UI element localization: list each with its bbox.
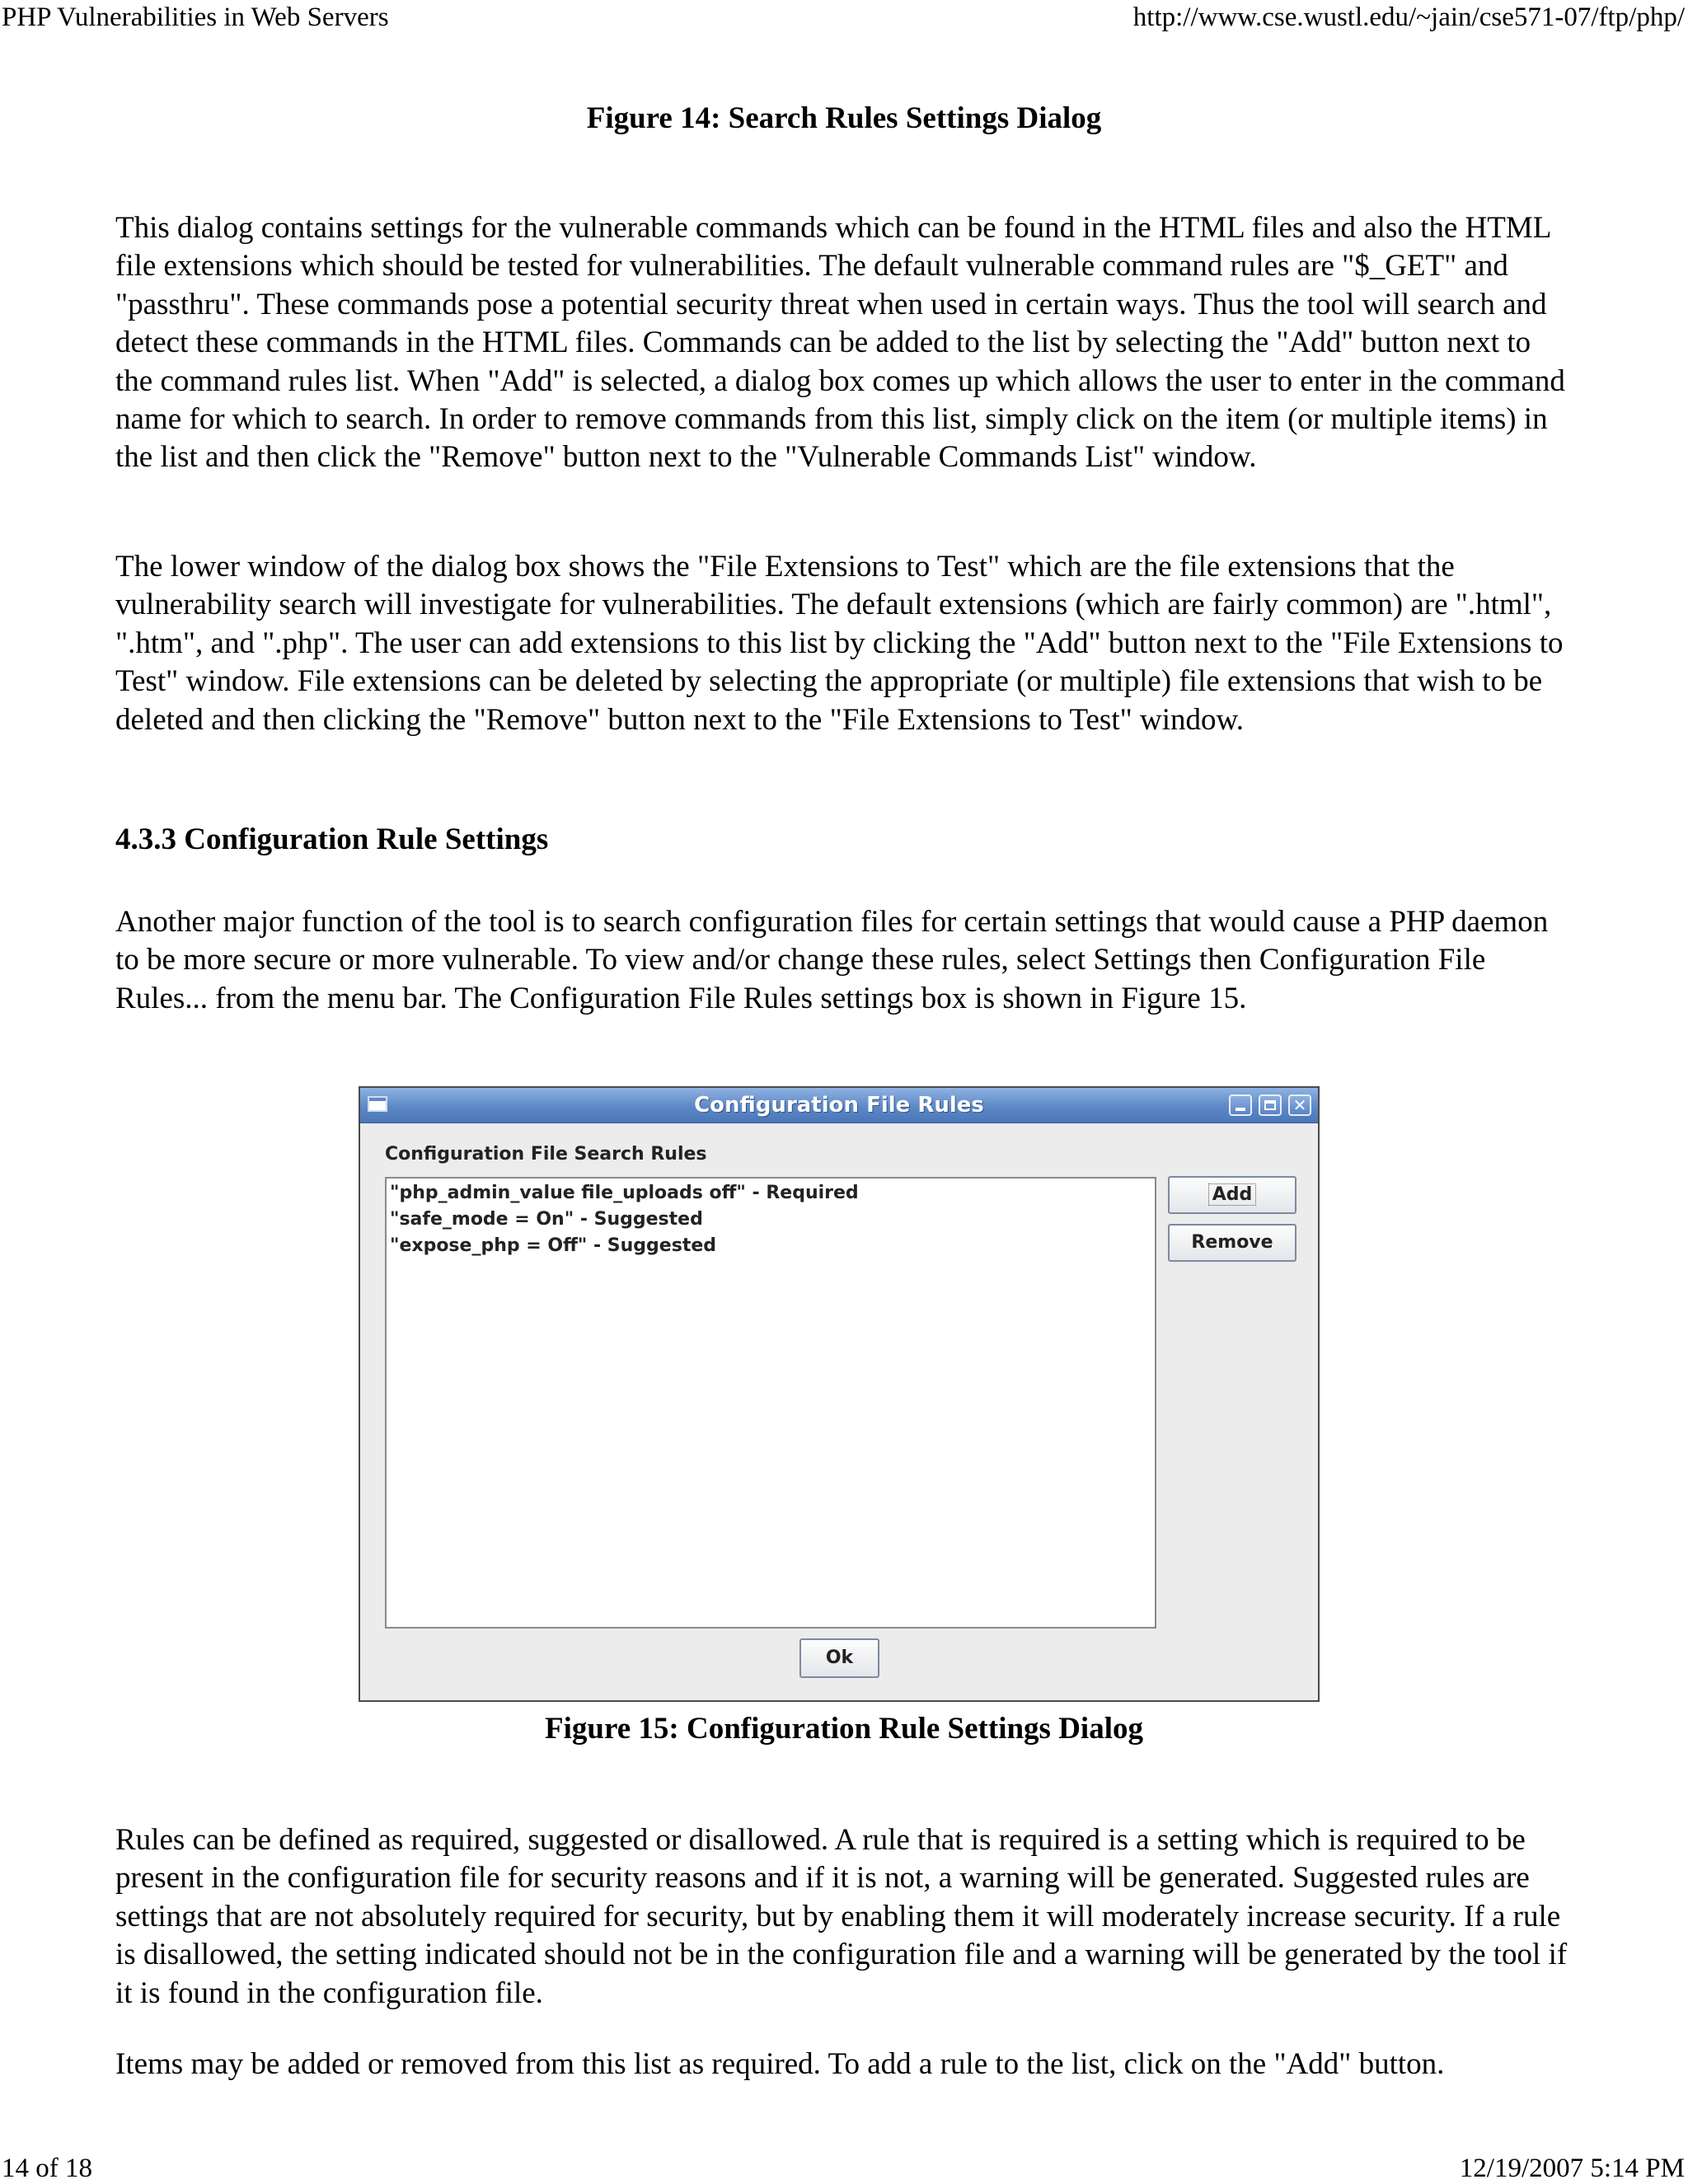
search-rules-label: Configuration File Search Rules [385,1144,707,1165]
paragraph-file-extensions: The lower window of the dialog box shows the "File Extensions to Test" which are the file extensions that the vulnerability search will investigate for vulnerabilities. The default extensions (which are fairly common) are ".html", ".htm", and ".php". The user can add extensions to this list by clicking the "Add" button next to the "File Extensions to Test" window. File extensions can be deleted by selecting the appropriate (or multiple) file extensions that wish to be deleted and then clicking the "Remove" button next to the "File Extensions to Test" window. [115,550,1564,737]
rule-item[interactable]: "php_admin_value file_uploads off" - Required [390,1183,859,1203]
configuration-file-rules-dialog [359,1086,1320,1702]
dialog-titlebar[interactable] [360,1088,1318,1123]
ok-button[interactable]: Ok [799,1638,879,1678]
maximize-icon[interactable] [1259,1094,1282,1116]
paragraph-add-remove: Items may be added or removed from this list as required. To add a rule to the list, click on the "Add" button. [115,2047,1445,2081]
rule-item[interactable]: "expose_php = Off" - Suggested [390,1235,716,1256]
add-button-label: Add [1208,1183,1257,1206]
remove-button[interactable]: Remove [1168,1224,1296,1262]
page-header-title: PHP Vulnerabilities in Web Servers [2,2,389,32]
paragraph-configuration-rules: Another major function of the tool is to search configuration files for certain settings that would cause a PHP daemon to be more secure or more vulnerable. To view and/or change these rules, select Settings then Configuration File Rules... from the menu bar. The Configuration File Rules settings box is shown in Figure 15. [115,905,1549,1015]
figure-14-caption: Figure 14: Search Rules Settings Dialog [586,101,1102,135]
page-number: 14 of 18 [2,2154,92,2183]
page-header-url: http://www.cse.wustl.edu/~jain/cse571-07/ftp/php/ [1132,2,1685,32]
rule-item[interactable]: "safe_mode = On" - Suggested [390,1209,703,1230]
close-icon[interactable]: ✕ [1288,1094,1311,1116]
paragraph-rule-types: Rules can be defined as required, suggested or disallowed. A rule that is required is a setting which is required to be present in the configuration file for security reasons and if it is not, a warning will be generated. Suggested rules are settings that are not absolutely required for security, but by enabling them it will moderately increase security. If a rule is disallowed, the setting indicated should not be in the configuration file and a warning will be generated by the tool if it is found in the configuration file. [115,1823,1568,2010]
rules-list[interactable] [385,1177,1156,1629]
dialog-title: Configuration File Rules [694,1093,984,1118]
paragraph-search-rules: This dialog contains settings for the vulnerable commands which can be found in the HTML files and also the HTML file extensions which should be tested for vulnerabilities. The default vulnerable command rules are "$_GET" and "passthru". These commands pose a potential security threat when used in certain ways. Thus the tool will search and detect these commands in the HTML files. Commands can be added to the list by selecting the "Add" button next to the command rules list. When "Add" is selected, a dialog box comes up which allows the user to enter in the command name for which to search. In order to remove commands from this list, simply click on the item (or multiple items) in the list and then click the "Remove" button next to the "Vulnerable Commands List" window. [115,211,1565,475]
minimize-icon[interactable] [1229,1094,1252,1116]
print-timestamp: 12/19/2007 5:14 PM [1459,2154,1685,2183]
figure-15-caption: Figure 15: Configuration Rule Settings Dialog [545,1712,1143,1746]
add-button[interactable] [1168,1176,1296,1214]
section-heading: 4.3.3 Configuration Rule Settings [115,823,549,856]
